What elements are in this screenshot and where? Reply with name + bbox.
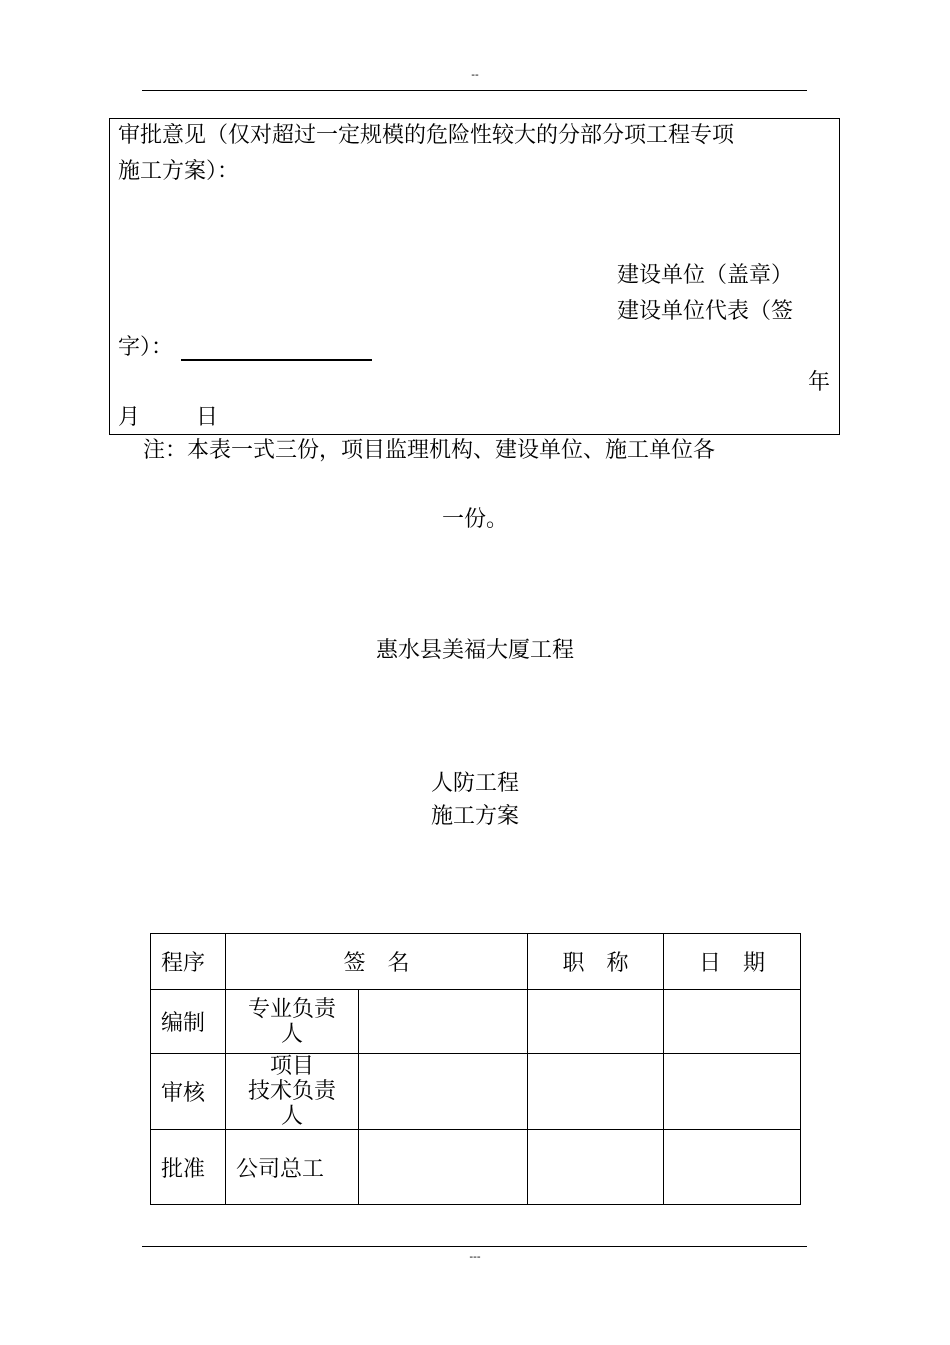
date-cell[interactable]: [664, 1130, 801, 1205]
approval-opinion-line2: 施工方案）：: [118, 159, 240, 184]
signature-table: [150, 933, 801, 1205]
step-review: 审核: [151, 1054, 226, 1130]
role-line: 技术负责: [247, 1079, 336, 1104]
header-procedure: 程序: [151, 934, 226, 990]
signature-cell[interactable]: [359, 1130, 528, 1205]
approval-box: [109, 118, 840, 435]
owner-rep-label-cont: 字）：: [118, 335, 174, 360]
month-label: 月: [118, 405, 141, 430]
project-title: 惠水县美福大厦工程: [375, 638, 574, 663]
signature-cell[interactable]: [359, 1054, 528, 1130]
table-row: [151, 990, 801, 1054]
date-cell[interactable]: [664, 1054, 801, 1130]
role-line: 人: [280, 1104, 303, 1129]
approval-opinion-line1: 审批意见（仅对超过一定规模的危险性较大的分部分项工程专项: [118, 123, 735, 148]
role-cell: [226, 990, 359, 1054]
role-cell: [226, 1054, 359, 1130]
header-rule: [142, 90, 807, 91]
header-date: 日 期: [664, 934, 801, 990]
step-compile: 编制: [151, 990, 226, 1054]
year-label: 年: [808, 370, 831, 395]
role-line: 专业负责: [247, 996, 336, 1022]
header-mark: --: [471, 68, 479, 81]
role-line: 项目: [269, 1054, 314, 1079]
note-line1: 注：本表一式三份，项目监理机构、建设单位、施工单位各: [143, 438, 716, 463]
table-row: [151, 1130, 801, 1205]
role-cell: 公司总工: [226, 1130, 359, 1205]
step-approve: 批准: [151, 1130, 226, 1205]
signature-cell[interactable]: [359, 990, 528, 1054]
signature-line: [181, 359, 372, 361]
date-cell[interactable]: [664, 990, 801, 1054]
owner-rep-label: 建设单位代表（签: [617, 299, 794, 324]
doc-title-line2: 施工方案: [430, 804, 519, 829]
table-row: [151, 1054, 801, 1130]
note-line2: 一份。: [441, 507, 508, 532]
day-label: 日: [196, 405, 219, 430]
title-cell[interactable]: [528, 990, 664, 1054]
footer-mark: ---: [469, 1250, 481, 1263]
header-signature: 签 名: [226, 934, 528, 990]
doc-title-line1: 人防工程: [430, 771, 519, 796]
footer-rule: [142, 1246, 807, 1247]
table-header-row: [151, 934, 801, 990]
header-title: 职 称: [528, 934, 664, 990]
title-cell[interactable]: [528, 1054, 664, 1130]
role-line: 人: [280, 1021, 303, 1047]
title-cell[interactable]: [528, 1130, 664, 1205]
owner-seal-label: 建设单位（盖章）: [617, 263, 794, 288]
